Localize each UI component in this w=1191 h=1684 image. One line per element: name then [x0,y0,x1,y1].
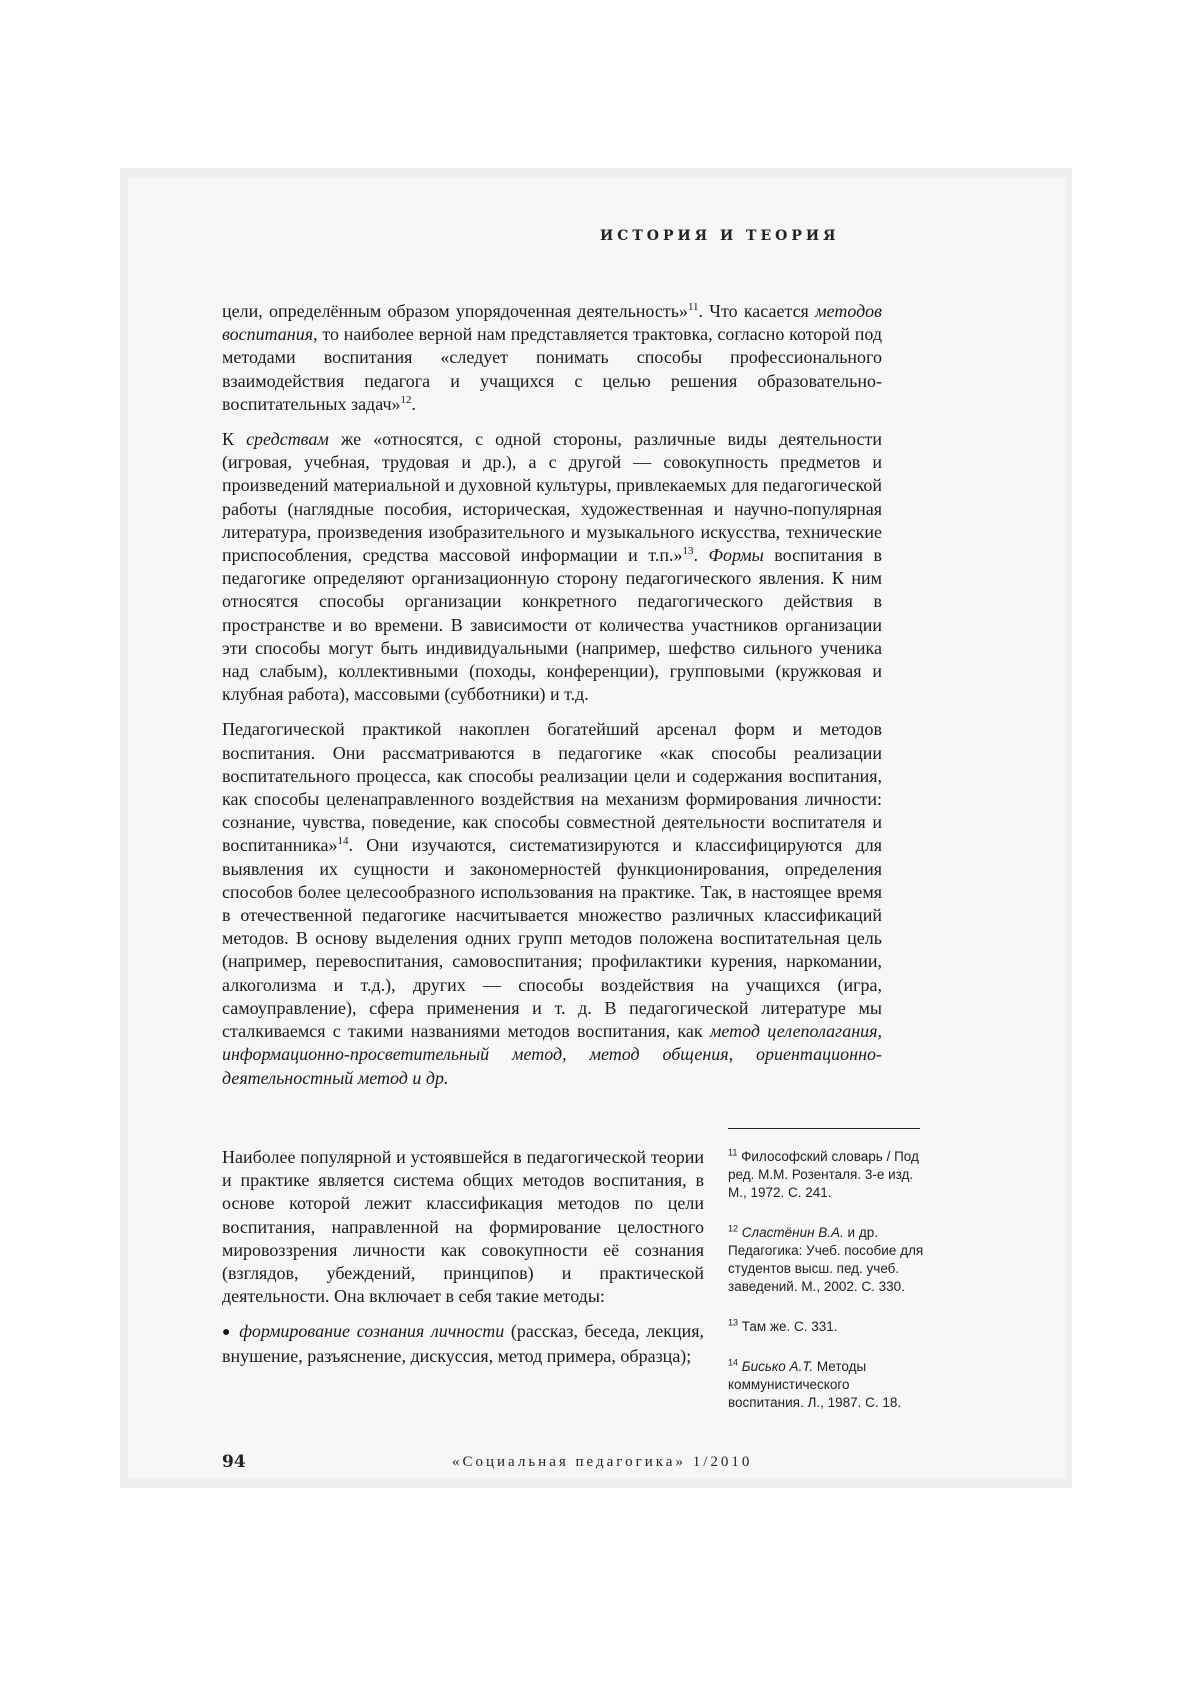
emphasis-means: средствам [246,429,329,450]
text-run: . Что касается [698,301,816,321]
paragraph-1 [222,300,882,416]
emphasis-methods: методов воспитания [222,301,882,345]
running-title: ИСТОРИЯ И ТЕОРИЯ [600,228,840,244]
footnote-12 [728,1224,928,1296]
journal-name: «Социальная педагогика» 1/2010 [452,1454,753,1470]
text-run: . [693,545,709,566]
emphasis-forms: Формы [708,545,764,566]
footnotes [728,1148,928,1434]
footnote-ref-12: 12 [400,393,412,406]
paragraph-2 [222,428,882,706]
bullet-text: (рассказ, беседа, лекция, внушение, разъяснение, дискуссия, метод примера, образца); [222,1321,705,1366]
footnote-number: 11 [728,1147,738,1158]
left-column [222,1146,704,1380]
page-number: 94 [222,1452,246,1472]
text-run: . Они изучаются, систематизируются и классифицируются для выявления их сущности и закономерностей функционирования, определения способов более целесообразного использования на практике. Так, в настоящее время в отечественной педагогике насчитывается множество различных классификаций методов. В основу выделения одних групп методов положена воспитательная цель (например, перевоспитания, самовоспитания; профилактики курения, наркомании, алкоголизма и т.д.), других — способы воздействия на учащихся (игра, самоуправление), сфера применения и т. д. В педагогической литературе мы сталкиваемся с такими названиями методов воспитания, как [222,835,882,1042]
text-run: воспитания в педагогике определяют организационную сторону педагогического явления. К ним относятся способы организации конкретного педагогического действия в пространстве и во времени. В зависимости от количества участников организации эти способы могут быть индивидуальными (например, шефство сильного ученика над слабым), коллективными (походы, конференции), групповыми (кружковая и клубная работа), массовыми (субботники) и т.д. [222,545,882,705]
main-text [222,300,882,1102]
footnote-14 [728,1358,928,1412]
footnote-text: и др. Педагогика: Учеб. пособие для студентов высш. пед. учеб. заведений. М., 2002. С. 330. [728,1225,924,1294]
footnote-11 [728,1148,928,1202]
bullet-emphasis: формирование сознания личности [239,1321,505,1342]
footnote-text: Философский словарь / Под ред. М.М. Розенталя. 3-е изд. М., 1972. С. 241. [728,1149,919,1200]
footnote-text: Методы коммунистического воспитания. Л., 1987. С. 18. [728,1359,902,1410]
text-run: цели, определённым образом упорядоченная деятельность» [222,301,688,321]
text-run: же «относятся, с одной стороны, различные виды деятельности (игровая, учебная, трудовая и др.), а с другой — совокупность предметов и произведений материальной и духовной культуры, привлекаемых для педагогической работы (наглядные пособия, историческая, художественная и научно-популярная литература, произведения изобразительного и музыкального искусства, технические приспособления, средства массовой информации и т.п.» [222,429,882,566]
footnote-number: 14 [728,1357,739,1368]
footnote-author: Бисько А.Т. [741,1359,814,1374]
footnote-13 [728,1318,928,1336]
text-run: , то наиболее верной нам представляется трактовка, согласно которой под методами воспитания «следует понимать способы профессионального взаимодействия педагога и учащихся с целью решения образовательно-воспитательных задач» [222,324,882,414]
footnote-ref-14: 14 [337,835,349,848]
footnote-ref-11: 11 [687,301,699,313]
bullet-icon: ● [222,1325,233,1341]
footnote-divider [728,1128,920,1129]
footnote-number: 12 [728,1223,739,1234]
footnote-text: Там же. С. 331. [741,1319,838,1334]
paragraph-3 [222,718,882,1089]
emphasis-method-names: метод целеполагания, информационно-просветительный метод, метод общения, ориентационно-деятельностный метод и др. [222,1021,882,1088]
bullet-item [222,1320,704,1367]
footnote-number: 13 [728,1317,739,1328]
footnote-ref-13: 13 [682,545,694,558]
text-run: . [411,393,417,414]
paragraph-4: Наиболее популярной и устоявшейся в педагогической теории и практике является система общих методов воспитания, в основе которой лежит классификация методов по цели воспитания, направленной на формирование целостного мировоззрения личности как совокупности её сознания (взглядов, убеждений, принципов) и практической деятельности. Она включает в себя такие методы: [222,1147,704,1307]
footnote-author: Сластёнин В.А. [741,1225,844,1240]
text-run: Педагогической практикой накоплен богатейший арсенал форм и методов воспитания. Они рассматриваются в педагогике «как способы реализации воспитательного процесса, как способы реализации цели и содержания воспитания, как способы целенаправленного воздействия на механизм формирования личности: сознание, чувства, поведение, как способы совместной деятельности воспитателя и воспитанника» [222,719,882,856]
text-run: К [222,429,247,450]
